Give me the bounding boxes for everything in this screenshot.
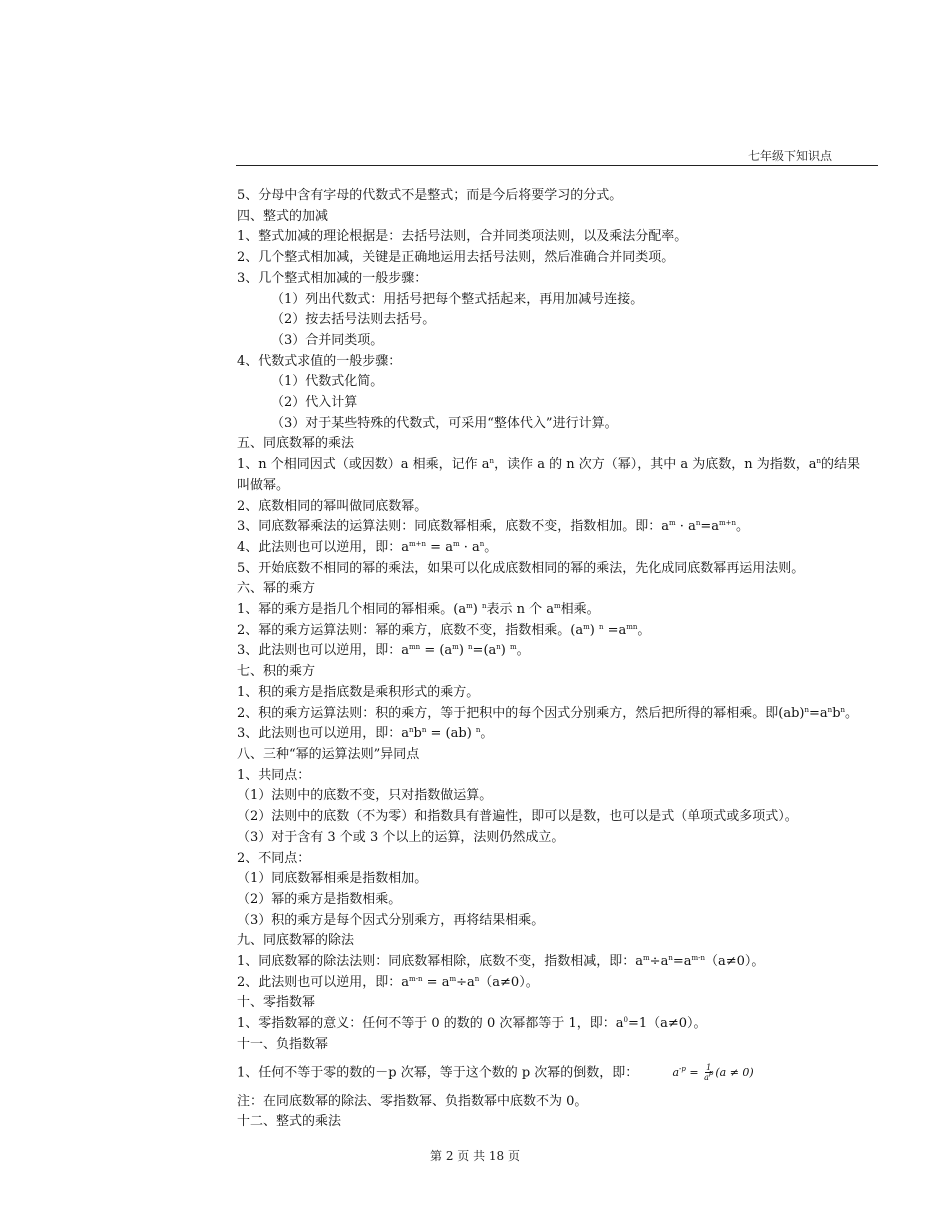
text-line: 5、分母中含有字母的代数式不是整式；而是今后将要学习的分式。 bbox=[237, 188, 623, 203]
list-item: （3）对于含有 3 个或 3 个以上的运算，法则仍然成立。 bbox=[237, 829, 565, 845]
step-item: （2）按去括号法则去括号。 bbox=[271, 312, 436, 328]
rule-line: 3、此法则也可以逆用，即：$a^nb^n = (ab)$ $^n$。 bbox=[237, 726, 494, 742]
step-item: （1）代数式化简。 bbox=[271, 374, 384, 390]
step-item: （3）合并同类项。 bbox=[271, 332, 384, 348]
section-heading: 九、同底数幂的除法 bbox=[237, 933, 355, 949]
section-heading: 十、零指数幂 bbox=[237, 995, 316, 1011]
text-line: 4、代数式求值的一般步骤： bbox=[237, 353, 402, 369]
header-title: 七年级下知识点 bbox=[747, 149, 832, 163]
text-line: 5、开始底数不相同的幂的乘法，如果可以化成底数相同的幂的乘法，先化成同底数幂再运用法则。 bbox=[237, 560, 805, 576]
rule-line: 3、同底数幂乘法的运算法则：同底数幂相乘，底数不变，指数相加。即：$a^m \cdot a^n=a^{m+n}$。 bbox=[237, 519, 750, 535]
section-heading: 七、积的乘方 bbox=[237, 664, 316, 680]
list-item: （1）同底数幂相乘是指数相加。 bbox=[237, 871, 428, 887]
list-item: （2）法则中的底数（不为零）和指数具有普遍性，即可以是数，也可以是式（单项式或多项式）。 bbox=[237, 809, 798, 825]
list-item: （3）积的乘方是每个因式分别乘方，再将结果相乘。 bbox=[237, 912, 545, 928]
rule-line: 1、任何不等于零的数的－p 次幂，等于这个数的 p 次幂的倒数，即： $a^{-p}$ = $\frac{1}{a^p}$ (a ≠ 0) bbox=[237, 1058, 887, 1088]
rule-line: 4、此法则也可以逆用，即：$a^{m+n} = a^m \cdot a^n$。 bbox=[237, 539, 498, 555]
power-definition-line: 1、n 个相同因式（或因数）a 相乘，记作 $a^n$，读作 a 的 n 次方（幂），其中 a 为底数，n 为指数，$a^n$的结果 bbox=[237, 457, 861, 473]
text-line: 1、共同点： bbox=[237, 767, 311, 783]
rule-line: 1、幂的乘方是指几个相同的幂相乘。$(a^m)$ $^n$表示 n 个 $a^m$相乘。 bbox=[237, 602, 600, 618]
note-line: 注：在同底数幂的除法、零指数幂、负指数幂中底数不为 0。 bbox=[237, 1093, 588, 1109]
section-heading: 四、整式的加减 bbox=[237, 208, 329, 224]
text-line: 1、整式加减的理论根据是：去括号法则，合并同类项法则，以及乘法分配率。 bbox=[237, 229, 688, 245]
section-heading: 十二、整式的乘法 bbox=[237, 1114, 342, 1130]
rule-line: 2、此法则也可以逆用，即：$a^{m-n} = a^m\div a^n(a\ne 0)$。 bbox=[237, 974, 539, 990]
text-line: 叫做幂。 bbox=[237, 477, 290, 493]
rule-line: 2、幂的乘方运算法则：幂的乘方，底数不变，指数相乘。$(a^m)$ $^n =a^{mn}$。 bbox=[237, 622, 651, 638]
fraction: $\frac{1}{a^p}$ bbox=[704, 1063, 714, 1083]
text-line: 2、不同点： bbox=[237, 850, 311, 866]
step-item: （3）对于某些特殊的代数式，可采用“整体代入”进行计算。 bbox=[271, 415, 618, 431]
list-item: （1）法则中的底数不变，只对指数做运算。 bbox=[237, 788, 493, 804]
section-heading: 八、三种“幂的运算法则”异同点 bbox=[237, 746, 420, 762]
page-header bbox=[236, 149, 878, 166]
step-item: （2）代入计算 bbox=[271, 395, 358, 411]
section-heading: 十一、负指数幂 bbox=[237, 1036, 329, 1052]
rule-line: 1、同底数幂的除法法则：同底数幂相除，底数不变，指数相减，即：$a^m\div a^n=a^{m-n}(a\ne 0)$。 bbox=[237, 954, 765, 970]
text-line: 2、几个整式相加减，关键是正确地运用去括号法则，然后准确合并同类项。 bbox=[237, 250, 675, 266]
text-line: 1、积的乘方是指底数是乘积形式的乘方。 bbox=[237, 684, 480, 700]
section-heading: 六、幂的乘方 bbox=[237, 581, 316, 597]
rule-line: 3、此法则也可以逆用，即：$a^{mn} = (a^m)$ $^n=(a^n)$ $^m$。 bbox=[237, 643, 530, 659]
text-line: 3、几个整式相加减的一般步骤： bbox=[237, 270, 428, 286]
step-item: （1）列出代数式：用括号把每个整式括起来，再用加减号连接。 bbox=[271, 291, 644, 307]
section-heading: 五、同底数幂的乘法 bbox=[237, 436, 355, 452]
rule-line: 2、积的乘方运算法则：积的乘方，等于把积中的每个因式分别乘方，然后把所得的幂相乘。即$(ab)^n=a^nb^n$。 bbox=[237, 705, 859, 721]
page-number: 第 2 页 共 18 页 bbox=[430, 1149, 520, 1163]
negative-exponent-formula: $a^{-p}$ = $\frac{1}{a^p}$ (a ≠ 0) bbox=[672, 1063, 754, 1083]
list-item: （2）幂的乘方是指数相乘。 bbox=[237, 891, 402, 907]
text-line: 2、底数相同的幂叫做同底数幂。 bbox=[237, 498, 428, 514]
rule-line: 1、零指数幂的意义：任何不等于 0 的数的 0 次幂都等于 1，即：$a^0=1(a\ne 0)$。 bbox=[237, 1016, 707, 1032]
document-body bbox=[237, 186, 887, 1133]
